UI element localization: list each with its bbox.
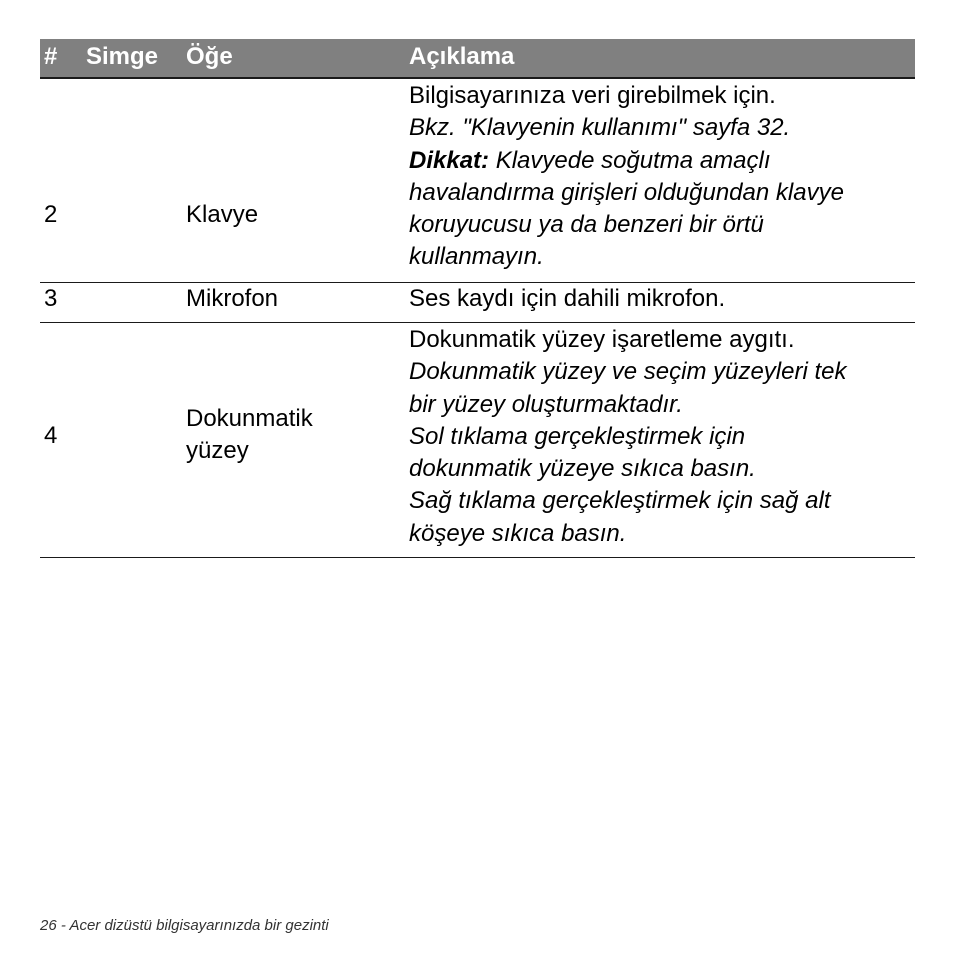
description-line: Sağ tıklama gerçekleştirmek için sağ alt xyxy=(409,487,831,515)
table-row xyxy=(40,323,915,558)
header-icon: Simge xyxy=(86,43,159,70)
row-description xyxy=(409,80,915,274)
row-description xyxy=(409,283,915,315)
row-item: Mikrofon xyxy=(186,285,279,312)
row-number: 3 xyxy=(44,285,58,312)
description-line: havalandırma girişleri olduğundan klavye xyxy=(409,178,844,206)
description-line xyxy=(409,145,915,177)
description-line: koruyucusu ya da benzeri bir örtü xyxy=(409,211,764,239)
description-line: köşeye sıkıca basın. xyxy=(409,519,627,547)
description-line: Dokunmatik yüzey işaretleme aygıtı. xyxy=(409,326,795,353)
item-line: yüzey xyxy=(186,437,249,464)
page-footer: 26 - Acer dizüstü bilgisayarınızda bir gezinti xyxy=(40,917,329,934)
table-row xyxy=(40,283,915,323)
row-number: 2 xyxy=(44,201,58,228)
description-line: kullanmayın. xyxy=(409,243,544,271)
description-line: dokunmatik yüzeye sıkıca basın. xyxy=(409,455,756,483)
warning-text: Klavyede soğutma amaçlı xyxy=(489,146,771,174)
header-number: # xyxy=(44,43,58,70)
description-line: Bilgisayarınıza veri girebilmek için. xyxy=(409,82,776,109)
row-item xyxy=(186,403,386,467)
description-line: Ses kaydı için dahili mikrofon. xyxy=(409,285,726,312)
component-table xyxy=(40,39,915,558)
description-line: Bkz. "Klavyenin kullanımı" sayfa 32. xyxy=(409,114,791,142)
warning-label: Dikkat: xyxy=(409,146,490,174)
row-item: Klavye xyxy=(186,201,259,228)
header-item: Öğe xyxy=(186,43,233,70)
row-number: 4 xyxy=(44,422,58,449)
description-line: Dokunmatik yüzey ve seçim yüzeyleri tek xyxy=(409,358,847,386)
table-row xyxy=(40,79,915,283)
description-line: bir yüzey oluşturmaktadır. xyxy=(409,390,683,418)
item-line: Dokunmatik xyxy=(186,405,313,432)
description-line: Sol tıklama gerçekleştirmek için xyxy=(409,422,746,450)
header-description: Açıklama xyxy=(409,43,515,70)
table-header xyxy=(40,39,915,79)
row-description xyxy=(409,324,915,550)
